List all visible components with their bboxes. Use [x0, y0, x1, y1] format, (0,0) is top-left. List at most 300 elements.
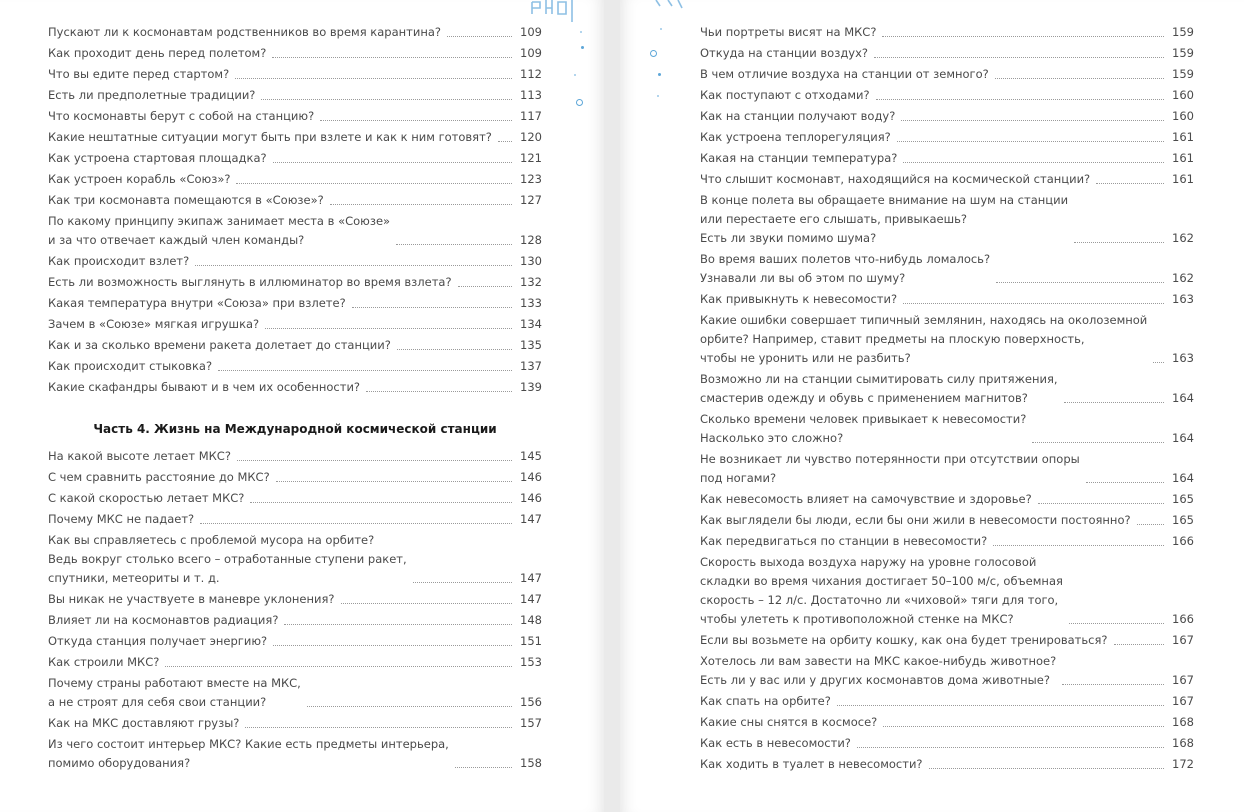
toc-entry-title	[48, 107, 314, 126]
toc-entry-page-number: 151	[520, 634, 542, 648]
dot-leader	[1069, 623, 1164, 624]
toc-entry-line: спутники, метеориты и т. д.	[48, 571, 220, 585]
toc-right-list	[700, 23, 1194, 774]
dot-leader	[1064, 402, 1164, 403]
toc-entry	[48, 531, 542, 588]
toc-entry	[700, 290, 1194, 309]
toc-entry-page-number: 160	[1172, 88, 1194, 102]
toc-entry-page-number: 161	[1172, 130, 1194, 144]
toc-entry	[700, 450, 1194, 488]
toc-entry	[48, 447, 542, 466]
toc-entry-page-number: 161	[1172, 151, 1194, 165]
toc-entry-page-number: 145	[520, 449, 542, 463]
toc-entry-title	[700, 44, 868, 63]
toc-entry-line: Как устроена теплорегуляция?	[700, 130, 891, 144]
toc-entry	[48, 170, 542, 189]
toc-entry-title	[48, 170, 230, 189]
dot-leader	[901, 120, 1164, 121]
toc-entry-line: Есть ли предполетные традиции?	[48, 88, 256, 102]
decorative-dot-icon	[657, 95, 659, 97]
toc-entry-page-number: 163	[1172, 351, 1194, 365]
dot-leader	[1096, 183, 1164, 184]
toc-entry-title	[700, 410, 1026, 448]
toc-entry-page-number: 133	[520, 296, 542, 310]
toc-entry-line: Как привыкнуть к невесомости?	[700, 292, 898, 306]
toc-entry-title	[48, 590, 335, 609]
toc-entry-page-number: 159	[1172, 46, 1194, 60]
toc-entry-line: Как на МКС доставляют грузы?	[48, 716, 240, 730]
toc-entry	[48, 611, 542, 630]
toc-entry-title	[48, 23, 441, 42]
toc-entry	[700, 734, 1194, 753]
toc-entry-title	[700, 511, 1131, 530]
toc-entry-line: Влияет ли на космонавтов радиация?	[48, 613, 279, 627]
toc-entry-line: В конце полета вы обращаете внимание на шум на станции	[700, 193, 1069, 207]
toc-entry-page-number: 159	[1172, 67, 1194, 81]
toc-entry-line: Как три космонавта помещаются в «Союзе»?	[48, 193, 324, 207]
toc-entry-page-number: 147	[520, 512, 542, 526]
toc-entry-title	[48, 294, 346, 313]
toc-entry-line: Как происходит стыковка?	[48, 359, 213, 373]
toc-entry-line: или перестаете его слышать, привыкаешь?	[700, 212, 968, 226]
dot-leader	[837, 705, 1164, 706]
toc-entry-page-number: 168	[1172, 736, 1194, 750]
toc-entry	[48, 378, 542, 397]
toc-entry	[48, 653, 542, 672]
toc-entry-title	[48, 252, 189, 271]
decorative-graphic-icon	[648, 0, 698, 14]
toc-entry-title	[700, 128, 891, 147]
dot-leader	[498, 141, 512, 142]
toc-entry-page-number: 112	[520, 67, 542, 81]
toc-entry-line: Как строили МКС?	[48, 655, 160, 669]
toc-entry-line: Какие сны снятся в космосе?	[700, 715, 878, 729]
dot-leader	[413, 582, 512, 583]
toc-entry	[700, 23, 1194, 42]
toc-entry	[700, 107, 1194, 126]
decorative-dot-icon	[580, 31, 582, 33]
dot-leader	[1153, 362, 1164, 363]
toc-entry-title	[48, 273, 452, 292]
dot-leader	[1114, 644, 1165, 645]
toc-entry	[700, 149, 1194, 168]
toc-entry-page-number: 109	[520, 25, 542, 39]
toc-entry-line: Как на станции получают воду?	[700, 109, 896, 123]
toc-entry-page-number: 156	[520, 695, 542, 709]
toc-entry-page-number: 147	[520, 571, 542, 585]
toc-entry-line: Возможно ли на станции сымитировать силу притяжения,	[700, 372, 1058, 386]
dot-leader	[165, 666, 512, 667]
toc-entry-title	[700, 23, 876, 42]
decorative-dot-icon	[660, 28, 662, 30]
toc-entry-title	[48, 86, 255, 105]
toc-entry-title	[700, 755, 923, 774]
toc-entry-line: Как и за сколько времени ракета долетает до станции?	[48, 338, 391, 352]
decorative-dot-icon	[581, 46, 584, 49]
toc-entry	[48, 336, 542, 355]
toc-entry-line: Как происходит взлет?	[48, 254, 190, 268]
dot-leader	[903, 162, 1164, 163]
toc-entry	[700, 631, 1194, 650]
toc-entry-page-number: 166	[1172, 534, 1194, 548]
dot-leader	[250, 502, 512, 503]
toc-entry-line: Какая на станции температура?	[700, 151, 898, 165]
toc-entry-title	[700, 65, 989, 84]
decorative-dot-icon	[658, 73, 661, 76]
toc-entry-title	[48, 44, 266, 63]
toc-left	[48, 23, 542, 773]
dot-leader	[874, 57, 1164, 58]
toc-part3-list	[48, 23, 542, 397]
toc-entry-line: Как спать на орбите?	[700, 694, 831, 708]
dot-leader	[897, 141, 1164, 142]
dot-leader	[929, 768, 1164, 769]
dot-leader	[273, 162, 512, 163]
toc-entry-title	[48, 531, 407, 588]
toc-entry-line: Почему МКС не падает?	[48, 512, 195, 526]
toc-entry-title	[700, 86, 870, 105]
toc-entry-line: помимо оборудования?	[48, 756, 191, 770]
toc-entry	[700, 44, 1194, 63]
toc-entry-page-number: 135	[520, 338, 542, 352]
toc-entry-line: Как проходит день перед полетом?	[48, 46, 267, 60]
toc-entry-title	[48, 315, 259, 334]
toc-entry	[700, 311, 1194, 368]
toc-entry-title	[48, 632, 267, 651]
toc-entry	[48, 149, 542, 168]
toc-entry-page-number: 137	[520, 359, 542, 373]
toc-entry-line: Какие ошибки совершает типичный землянин, находясь на околоземной	[700, 313, 1148, 327]
toc-entry	[48, 735, 542, 773]
toc-entry	[700, 65, 1194, 84]
dot-leader	[341, 603, 512, 604]
toc-entry-line: складки во время чихания достигает 50–100 м/с, объемная	[700, 574, 1063, 588]
toc-entry-line: Как передвигаться по станции в невесомости?	[700, 534, 988, 548]
toc-entry-title	[48, 489, 244, 508]
toc-entry-page-number: 121	[520, 151, 542, 165]
dot-leader	[261, 99, 512, 100]
toc-entry-title	[700, 290, 897, 309]
toc-entry	[48, 357, 542, 376]
dot-leader	[1086, 482, 1164, 483]
toc-entry-title	[48, 212, 390, 250]
toc-entry-line: Как невесомость влияет на самочувствие и здоровье?	[700, 492, 1032, 506]
toc-entry-line: Насколько это сложно?	[700, 431, 844, 445]
toc-entry	[48, 212, 542, 250]
toc-entry-line: По какому принципу экипаж занимает места в «Союзе»	[48, 214, 391, 228]
dot-leader	[993, 545, 1164, 546]
toc-entry-title	[700, 532, 987, 551]
dot-leader	[218, 370, 512, 371]
dot-leader	[1032, 442, 1164, 443]
dot-leader	[366, 391, 512, 392]
dot-leader	[447, 36, 512, 37]
toc-entry-page-number: 157	[520, 716, 542, 730]
toc-entry	[48, 674, 542, 712]
dot-leader	[307, 706, 512, 707]
dot-leader	[857, 747, 1164, 748]
dot-leader	[1137, 524, 1164, 525]
toc-entry-page-number: 130	[520, 254, 542, 268]
toc-entry-page-number: 167	[1172, 694, 1194, 708]
toc-entry-line: Откуда станция получает энергию?	[48, 634, 268, 648]
toc-entry-title	[700, 652, 1056, 690]
toc-entry-line: Как выглядели бы люди, если бы они жили в невесомости постоянно?	[700, 513, 1131, 527]
toc-entry-page-number: 163	[1172, 292, 1194, 306]
toc-entry-line: В чем отличие воздуха на станции от земного?	[700, 67, 989, 81]
toc-entry-line: под ногами?	[700, 471, 777, 485]
toc-entry-line: Какая температура внутри «Союза» при взлете?	[48, 296, 346, 310]
left-page	[0, 0, 604, 812]
toc-entry-line: Сколько времени человек привыкает к невесомости?	[700, 412, 1027, 426]
dot-leader	[458, 286, 512, 287]
toc-entry-page-number: 139	[520, 380, 542, 394]
toc-entry	[700, 755, 1194, 774]
toc-entry-page-number: 146	[520, 470, 542, 484]
toc-entry	[48, 128, 542, 147]
toc-entry-title	[700, 250, 990, 288]
dot-leader	[1038, 503, 1164, 504]
toc-right	[700, 23, 1194, 774]
toc-entry-line: Что слышит космонавт, находящийся на космической станции?	[700, 172, 1091, 186]
toc-entry-page-number: 132	[520, 275, 542, 289]
dot-leader	[455, 767, 512, 768]
dot-leader	[1074, 242, 1164, 243]
toc-entry-page-number: 164	[1172, 471, 1194, 485]
toc-entry-line: и за что отвечает каждый член команды?	[48, 233, 305, 247]
dot-leader	[235, 78, 512, 79]
toc-entry	[48, 632, 542, 651]
toc-entry-page-number: 113	[520, 88, 542, 102]
dot-leader	[330, 204, 512, 205]
toc-entry	[700, 370, 1194, 408]
toc-entry-title	[48, 65, 229, 84]
toc-entry-page-number: 166	[1172, 612, 1194, 626]
toc-entry-title	[700, 713, 877, 732]
toc-entry-title	[48, 336, 391, 355]
toc-entry-line: Откуда на станции воздух?	[700, 46, 868, 60]
section-heading: Часть 4. Жизнь на Международной космической станции	[93, 422, 497, 436]
dot-leader	[882, 36, 1164, 37]
toc-entry-line: Ведь вокруг столько всего – отработанные ступени ракет,	[48, 552, 407, 566]
dot-leader	[276, 481, 512, 482]
toc-entry-line: Чьи портреты висят на МКС?	[700, 25, 877, 39]
toc-entry-page-number: 164	[1172, 391, 1194, 405]
dot-leader	[996, 282, 1164, 283]
toc-entry-title	[48, 714, 239, 733]
toc-entry-title	[48, 128, 492, 147]
dot-leader	[903, 303, 1164, 304]
toc-entry-title	[48, 191, 324, 210]
dot-leader	[265, 328, 512, 329]
decorative-ring-icon	[650, 50, 657, 57]
toc-entry-line: Как вы справляетесь с проблемой мусора на орбите?	[48, 533, 375, 547]
toc-entry	[700, 713, 1194, 732]
toc-entry	[48, 273, 542, 292]
decorative-dot-icon	[574, 74, 576, 76]
toc-entry-page-number: 117	[520, 109, 542, 123]
toc-entry-line: Если вы возьмете на орбиту кошку, как она будет тренироваться?	[700, 633, 1108, 647]
toc-entry-line: Есть ли у вас или у других космонавтов дома животные?	[700, 673, 1050, 687]
toc-entry-page-number: 160	[1172, 109, 1194, 123]
toc-entry	[700, 652, 1194, 690]
toc-entry-title	[48, 357, 212, 376]
toc-entry-line: Как устроен корабль «Союз»?	[48, 172, 231, 186]
toc-entry-page-number: 162	[1172, 231, 1194, 245]
dot-leader	[1062, 684, 1164, 685]
toc-entry-title	[700, 631, 1108, 650]
toc-entry-line: чтобы не уронить или не разбить?	[700, 351, 911, 365]
toc-entry-page-number: 172	[1172, 757, 1194, 771]
toc-entry-line: Как поступают с отходами?	[700, 88, 870, 102]
toc-entry-page-number: 167	[1172, 633, 1194, 647]
decorative-ring-icon	[576, 99, 583, 106]
toc-entry-title	[700, 191, 1068, 248]
toc-entry-title	[48, 735, 449, 773]
toc-entry-line: а не строят для себя свои станции?	[48, 695, 267, 709]
toc-entry-line: Какие нештатные ситуации могут быть при взлете и как к ним готовят?	[48, 130, 492, 144]
toc-entry	[48, 252, 542, 271]
toc-entry-line: Что космонавты берут с собой на станцию?	[48, 109, 315, 123]
toc-entry	[48, 191, 542, 210]
dot-leader	[284, 624, 512, 625]
toc-entry	[48, 510, 542, 529]
toc-entry-page-number: 123	[520, 172, 542, 186]
dot-leader	[320, 120, 512, 121]
toc-entry-title	[48, 378, 360, 397]
toc-entry-title	[700, 107, 895, 126]
toc-entry	[48, 65, 542, 84]
dot-leader	[995, 78, 1164, 79]
toc-entry-line: Как ходить в туалет в невесомости?	[700, 757, 923, 771]
toc-entry-title	[700, 490, 1032, 509]
toc-entry-line: На какой высоте летает МКС?	[48, 449, 231, 463]
toc-entry	[48, 86, 542, 105]
toc-entry-page-number: 120	[520, 130, 542, 144]
toc-entry-title	[48, 468, 270, 487]
toc-entry-line: Зачем в «Союзе» мягкая игрушка?	[48, 317, 260, 331]
toc-entry-line: Есть ли звуки помимо шума?	[700, 231, 877, 245]
toc-entry-line: Вы никак не участвуете в маневре уклонения?	[48, 592, 335, 606]
toc-entry-page-number: 153	[520, 655, 542, 669]
toc-entry-page-number: 162	[1172, 271, 1194, 285]
dot-leader	[352, 307, 512, 308]
toc-entry-line: Почему страны работают вместе на МКС,	[48, 676, 301, 690]
toc-entry-line: Как устроена стартовая площадка?	[48, 151, 267, 165]
toc-entry	[48, 315, 542, 334]
toc-entry-title	[700, 450, 1080, 488]
toc-entry-line: С чем сравнить расстояние до МКС?	[48, 470, 270, 484]
toc-entry-title	[48, 510, 194, 529]
toc-entry-line: Что вы едите перед стартом?	[48, 67, 230, 81]
toc-entry-line: Узнавали ли вы об этом по шуму?	[700, 271, 906, 285]
toc-entry-title	[700, 170, 1090, 189]
dot-leader	[273, 645, 512, 646]
toc-entry	[700, 490, 1194, 509]
toc-entry-title	[700, 553, 1063, 629]
dot-leader	[397, 349, 512, 350]
dot-leader	[200, 523, 512, 524]
toc-entry	[700, 250, 1194, 288]
toc-entry-page-number: 159	[1172, 25, 1194, 39]
toc-entry-line: Как есть в невесомости?	[700, 736, 851, 750]
toc-entry	[48, 714, 542, 733]
toc-entry-line: чтобы улететь к противоположной стенке на МКС?	[700, 612, 1014, 626]
toc-entry	[700, 128, 1194, 147]
toc-entry-page-number: 161	[1172, 172, 1194, 186]
toc-entry-line: Хотелось ли вам завести на МКС какое-нибудь животное?	[700, 654, 1057, 668]
toc-entry-line: Есть ли возможность выглянуть в иллюминатор во время взлета?	[48, 275, 452, 289]
toc-entry	[700, 410, 1194, 448]
toc-entry-title	[700, 692, 831, 711]
toc-entry-title	[48, 149, 267, 168]
dot-leader	[195, 265, 512, 266]
toc-entry	[48, 107, 542, 126]
dot-leader	[237, 460, 512, 461]
toc-entry-line: Пускают ли к космонавтам родственников во время карантина?	[48, 25, 441, 39]
toc-entry-line: С какой скоростью летает МКС?	[48, 491, 245, 505]
toc-entry-page-number: 164	[1172, 431, 1194, 445]
toc-entry-line: Из чего состоит интерьер МКС? Какие есть предметы интерьера,	[48, 737, 449, 751]
toc-entry-title	[48, 447, 231, 466]
toc-entry-page-number: 147	[520, 592, 542, 606]
toc-entry-page-number: 109	[520, 46, 542, 60]
toc-entry-line: Во время ваших полетов что-нибудь ломалось?	[700, 252, 991, 266]
toc-entry-page-number: 146	[520, 491, 542, 505]
toc-entry-line: скорость – 12 л/с. Достаточно ли «чиховой» тяги для того,	[700, 593, 1059, 607]
toc-entry-page-number: 127	[520, 193, 542, 207]
toc-entry	[700, 692, 1194, 711]
toc-entry	[700, 553, 1194, 629]
dot-leader	[272, 57, 512, 58]
toc-entry	[48, 590, 542, 609]
toc-entry	[48, 294, 542, 313]
toc-entry-title	[700, 311, 1147, 368]
dot-leader	[883, 726, 1164, 727]
toc-part4-list	[48, 447, 542, 773]
dot-leader	[876, 99, 1164, 100]
toc-entry	[48, 23, 542, 42]
toc-entry-title	[700, 734, 851, 753]
toc-entry-page-number: 128	[520, 233, 542, 247]
toc-entry-line: Скорость выхода воздуха наружу на уровне голосовой	[700, 555, 1037, 569]
toc-entry-page-number: 165	[1172, 513, 1194, 527]
toc-entry	[700, 170, 1194, 189]
toc-entry	[700, 86, 1194, 105]
toc-entry	[700, 191, 1194, 248]
right-page	[620, 0, 1244, 812]
toc-entry-title	[700, 370, 1058, 408]
toc-entry	[48, 489, 542, 508]
toc-entry	[700, 511, 1194, 530]
dot-leader	[236, 183, 512, 184]
toc-entry-title	[48, 653, 159, 672]
toc-entry	[48, 468, 542, 487]
toc-entry	[700, 532, 1194, 551]
dot-leader	[245, 727, 512, 728]
toc-entry-title	[48, 611, 278, 630]
toc-entry-page-number: 168	[1172, 715, 1194, 729]
toc-entry-title	[48, 674, 301, 712]
toc-entry-line: орбите? Например, ставит предметы на плоскую поверхность,	[700, 332, 1085, 346]
toc-entry-page-number: 134	[520, 317, 542, 331]
toc-entry-line: Не возникает ли чувство потерянности при отсутствии опоры	[700, 452, 1080, 466]
toc-entry-page-number: 148	[520, 613, 542, 627]
dot-leader	[396, 244, 512, 245]
toc-entry-title	[700, 149, 897, 168]
toc-entry	[48, 44, 542, 63]
toc-entry-line: смастерив одежду и обувь с применением магнитов?	[700, 391, 1028, 405]
